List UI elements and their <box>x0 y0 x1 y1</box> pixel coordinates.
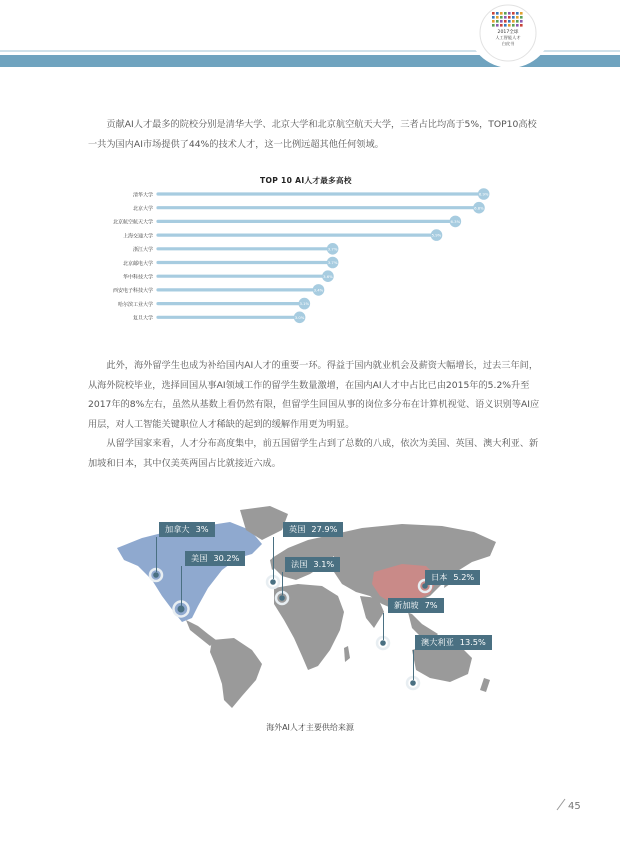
callout-stem <box>413 650 414 680</box>
bar-value-label: 6.8% <box>474 205 484 211</box>
logo-text-3: 白皮书 <box>501 41 515 46</box>
map-callout <box>415 635 492 650</box>
map-marker <box>153 572 159 578</box>
logo-dot <box>496 12 499 15</box>
logo-dot <box>512 12 515 15</box>
callout-country: 英国 <box>289 524 306 534</box>
callout-country: 美国 <box>191 553 208 563</box>
top10-universities-chart <box>100 186 520 328</box>
bar-category-label: 华中科技大学 <box>122 274 153 281</box>
bar-value-label: 6.3% <box>450 219 461 224</box>
callout-stem <box>383 613 384 640</box>
bar-value-label: 3.4% <box>313 287 324 293</box>
logo-dot <box>516 24 519 27</box>
callout-value: 3.1% <box>313 559 335 569</box>
logo-dot <box>492 24 495 27</box>
bar-category-label: 西安电子科技大学 <box>112 288 153 295</box>
logo-text-2: 人工智能人才 <box>495 35 521 40</box>
callout-value: 7% <box>424 600 438 610</box>
chart-title: TOP 10 AI人才最多高校 <box>260 176 352 185</box>
bar-value-label: 3.0% <box>294 314 305 320</box>
logo-dot <box>520 12 523 15</box>
logo-dot <box>504 16 507 19</box>
logo-dot <box>520 24 523 27</box>
map-caption: 海外AI人才主要供给来源 <box>266 723 354 732</box>
callout-value: 27.9% <box>311 524 338 534</box>
logo-text-1: 2017全球 <box>497 30 519 35</box>
logo-dot <box>508 16 511 19</box>
callout-country: 澳大利亚 <box>421 637 454 647</box>
bar-value-label: 3.7% <box>327 260 338 266</box>
bar-category-label: 复旦大学 <box>132 315 153 322</box>
paragraph-overseas-students: 此外，海外留学生也成为补给国内AI人才的重要一环。得益于国内就业机会及薪资大幅增长，过去三年间，从海外院校毕业，选择回国从事AI领域工作的留学生数量激增，在国内AI人才中占比已由2015年的5.2%升至2017年的8%左右，虽然从基数上看仍然有限，但留学生回国从事的岗位多分布在计算机视觉、语义识别等AI应用层，对人工智能关键职位人才稀缺的起到的缓解作用更为明显。 <box>88 360 540 430</box>
logo-dot <box>500 20 503 23</box>
bar-value-label: 3.7% <box>327 246 338 252</box>
bar-category-label: 北京大学 <box>132 206 153 212</box>
bar-category-label: 清华大学 <box>132 192 153 199</box>
bar-value-label: 5.9% <box>431 232 442 238</box>
logo-dot <box>496 16 499 19</box>
map-marker <box>279 595 285 601</box>
map-central-america <box>186 620 216 646</box>
logo-dot <box>516 12 519 15</box>
bar-value-label: 3.6% <box>323 273 333 279</box>
logo-dot <box>508 24 511 27</box>
callout-stem <box>273 537 274 579</box>
callout-stem <box>156 537 157 572</box>
logo-dot <box>512 24 515 27</box>
callout-value: 30.2% <box>213 553 240 563</box>
logo-dot <box>500 16 503 19</box>
callout-country: 日本 <box>431 572 448 582</box>
bar-category-label: 北京航空航天大学 <box>112 219 153 226</box>
paragraph-top-universities: 贡献AI人才最多的院校分别是清华大学、北京大学和北京航空航天大学，三者占比均高于5%，TOP10高校一共为国内AI市场提供了44%的技术人才，这一比例远超其他任何领域。 <box>88 119 537 150</box>
map-marker <box>410 680 416 686</box>
logo-dot <box>496 24 499 27</box>
bar-category-label: 北京邮电大学 <box>122 260 153 267</box>
logo-dot <box>492 12 495 15</box>
callout-country: 新加坡 <box>394 600 419 610</box>
map-marker <box>380 640 386 646</box>
map-marker <box>270 579 276 585</box>
map-callout <box>388 598 444 613</box>
logo-dot <box>504 20 507 23</box>
callout-value: 13.5% <box>459 637 486 647</box>
map-south-america <box>210 638 262 708</box>
logo-dot <box>512 20 515 23</box>
map-callout <box>285 557 340 572</box>
logo-dot <box>496 20 499 23</box>
logo-dot <box>520 20 523 23</box>
logo-dot <box>516 16 519 19</box>
callout-country: 加拿大 <box>165 524 190 534</box>
bar-category-label: 上海交通大学 <box>122 233 153 240</box>
logo-dot <box>500 24 503 27</box>
bar-value-label: 6.9% <box>478 191 489 197</box>
map-callout <box>185 551 245 566</box>
bar-category-label: 哈尔滨工业大学 <box>117 301 153 308</box>
callout-value: 3% <box>195 524 209 534</box>
logo-dot <box>500 12 503 15</box>
bar-value-label: 3.1% <box>299 301 310 307</box>
map-callout <box>159 522 215 537</box>
report-logo <box>479 4 537 62</box>
map-callout <box>283 522 343 537</box>
logo-dot <box>504 24 507 27</box>
logo-dot <box>516 20 519 23</box>
callout-country: 法国 <box>291 559 308 569</box>
callout-stem <box>282 572 283 595</box>
logo-dot <box>520 16 523 19</box>
logo-dot <box>492 20 495 23</box>
callout-stem <box>181 566 182 606</box>
page-number: 45 <box>568 801 581 812</box>
bar-category-label: 浙江大学 <box>132 247 153 254</box>
callout-value: 5.2% <box>453 572 475 582</box>
map-marker <box>178 606 185 613</box>
map-callout <box>425 570 480 585</box>
page-slash-decoration <box>555 797 567 811</box>
logo-dot <box>504 12 507 15</box>
map-new-zealand <box>480 678 490 692</box>
logo-dot <box>512 16 515 19</box>
logo-dot <box>508 12 511 15</box>
logo-dot <box>508 20 511 23</box>
paragraph-study-countries: 从留学国家来看，人才分布高度集中，前五国留学生占到了总数的八成，依次为美国、英国、澳大利亚、新加坡和日本，其中仅美英两国占比就接近六成。 <box>88 438 539 469</box>
map-madagascar <box>344 646 350 662</box>
logo-dot <box>492 16 495 19</box>
